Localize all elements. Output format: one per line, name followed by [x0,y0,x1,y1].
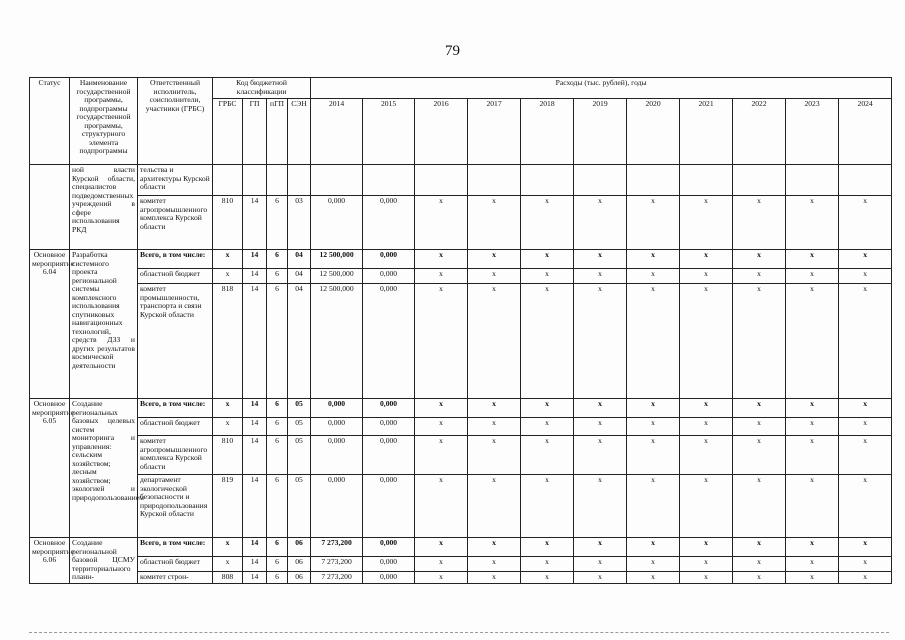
cell-year-2022: х [733,196,786,250]
cell-sen: 05 [288,418,311,436]
row-responsible: комитет промышленности, транспорта и связи Курской области [138,284,213,399]
cell-year-2018: х [521,572,574,584]
row-status: Основное мероприятие 6.05 [30,399,70,538]
cell-year-2019: х [574,399,627,418]
cell-year-2019: х [574,572,627,584]
cell-year-2023: х [786,538,839,557]
cell-year-2015: 0,000 [363,399,415,418]
cell-year-2018: х [521,436,574,475]
header-name: Наименование государственной программы, подпрограммы государственной программы, структурного элемента подпрограммы [70,78,138,165]
cell-year-2018: х [521,418,574,436]
cell-year-2021: х [680,196,733,250]
cell-pgp: 6 [267,436,288,475]
row-responsible: департамент экологической безопасности и природопользования Курской области [138,475,213,538]
cell-pgp: 6 [267,196,288,250]
cell-year-2019: х [574,475,627,538]
cell-year-2015: 0,000 [363,475,415,538]
cell-year-2020: х [627,436,680,475]
cell-year-2023 [786,165,839,196]
cell-pgp: 6 [267,269,288,284]
cell-sen: 05 [288,399,311,418]
cell-sen: 03 [288,196,311,250]
cell-year-2020: х [627,572,680,584]
cell-grbs: х [213,399,243,418]
cell-year-2024: х [839,250,892,269]
cell-year-2017: х [468,436,521,475]
cell-year-2020: х [627,269,680,284]
cell-year-2024: х [839,418,892,436]
cell-year-2014: 7 273,200 [311,557,363,572]
cell-year-2019: х [574,557,627,572]
cell-year-2014: 0,000 [311,475,363,538]
cell-pgp: 6 [267,475,288,538]
row-responsible: комитет агропромышленного комплекса Курской области [138,436,213,475]
cell-year-2018: х [521,399,574,418]
cell-year-2015: 0,000 [363,557,415,572]
cell-year-2016: х [415,269,468,284]
cell-pgp: 6 [267,538,288,557]
cell-year-2023: х [786,250,839,269]
cell-year-2024: х [839,436,892,475]
page-bottom-rule [29,632,889,633]
cell-year-2015: 0,000 [363,538,415,557]
cell-year-2020: х [627,196,680,250]
cell-year-2015: 0,000 [363,284,415,399]
cell-year-2017: х [468,250,521,269]
row-responsible: Всего, в том числе: [138,538,213,557]
cell-gp: 14 [243,250,267,269]
table-row [30,538,892,557]
header-grbs: ГРБС [213,99,243,165]
row-responsible: тельства и архитектуры Курской области [138,165,213,196]
cell-year-2023: х [786,399,839,418]
row-responsible: комитет агропромышленного комплекса Курской области [138,196,213,250]
table-row [30,284,892,399]
cell-year-2020: х [627,250,680,269]
cell-year-2019: х [574,250,627,269]
cell-gp: 14 [243,269,267,284]
header-year-2023: 2023 [786,99,839,165]
cell-year-2022: х [733,572,786,584]
cell-year-2014: 0,000 [311,418,363,436]
row-responsible: областной бюджет [138,557,213,572]
cell-year-2017: х [468,196,521,250]
cell-year-2018: х [521,538,574,557]
cell-year-2021: х [680,572,733,584]
header-responsible: Ответственный исполнитель, соисполнители, участники (ГРБС) [138,78,213,165]
cell-year-2015: 0,000 [363,196,415,250]
table-row [30,399,892,418]
cell-year-2022: х [733,436,786,475]
cell-year-2023: х [786,557,839,572]
header-year-2019: 2019 [574,99,627,165]
header-budget-code: Код бюджетной классификации [213,78,311,99]
cell-year-2014: 0,000 [311,399,363,418]
cell-year-2020 [627,165,680,196]
cell-year-2019: х [574,269,627,284]
cell-gp: 14 [243,418,267,436]
cell-year-2015: 0,000 [363,269,415,284]
cell-year-2017: х [468,538,521,557]
cell-sen: 06 [288,557,311,572]
cell-year-2016: х [415,572,468,584]
cell-year-2018: х [521,557,574,572]
cell-gp: 14 [243,557,267,572]
cell-year-2023: х [786,572,839,584]
table-row [30,418,892,436]
header-gp: ГП [243,99,267,165]
header-pgp: пГП [267,99,288,165]
cell-sen: 06 [288,572,311,584]
cell-gp: 14 [243,284,267,399]
cell-year-2020: х [627,557,680,572]
row-responsible: Всего, в том числе: [138,250,213,269]
cell-year-2024 [839,165,892,196]
cell-year-2018: х [521,284,574,399]
cell-grbs: 818 [213,284,243,399]
cell-year-2020: х [627,538,680,557]
cell-year-2014: 7 273,200 [311,572,363,584]
header-year-2015: 2015 [363,99,415,165]
cell-year-2018: х [521,250,574,269]
cell-year-2021 [680,165,733,196]
cell-year-2021: х [680,418,733,436]
cell-year-2014: 0,000 [311,196,363,250]
row-responsible: областной бюджет [138,418,213,436]
header-year-2021: 2021 [680,99,733,165]
cell-year-2024: х [839,196,892,250]
cell-year-2023: х [786,436,839,475]
cell-year-2015: 0,000 [363,436,415,475]
cell-year-2014: 12 500,000 [311,269,363,284]
cell-year-2017: х [468,557,521,572]
cell-year-2015: 0,000 [363,250,415,269]
cell-grbs: 810 [213,196,243,250]
table-row [30,475,892,538]
cell-grbs: х [213,538,243,557]
cell-sen: 04 [288,269,311,284]
cell-year-2015: 0,000 [363,418,415,436]
cell-year-2022: х [733,557,786,572]
cell-year-2020: х [627,399,680,418]
cell-grbs: 808 [213,572,243,584]
cell-year-2024: х [839,475,892,538]
cell-gp: 14 [243,196,267,250]
cell-year-2023: х [786,475,839,538]
cell-gp: 14 [243,436,267,475]
cell-year-2021: х [680,436,733,475]
cell-year-2019: х [574,284,627,399]
cell-year-2018 [521,165,574,196]
cell-year-2021: х [680,269,733,284]
cell-year-2016: х [415,538,468,557]
cell-year-2016: х [415,418,468,436]
cell-year-2016 [415,165,468,196]
cell-year-2021: х [680,475,733,538]
cell-pgp: 6 [267,418,288,436]
cell-year-2022: х [733,475,786,538]
cell-grbs: х [213,250,243,269]
cell-year-2017: х [468,418,521,436]
cell-year-2016: х [415,284,468,399]
cell-gp: 14 [243,538,267,557]
table-row [30,196,892,250]
header-year-2020: 2020 [627,99,680,165]
cell-grbs: х [213,418,243,436]
header-year-2014: 2014 [311,99,363,165]
cell-year-2017 [468,165,521,196]
header-year-2017: 2017 [468,99,521,165]
row-name: Создание региональной базовой ЦСМУ территориального планн- [70,538,138,584]
cell-gp [243,165,267,196]
cell-grbs: х [213,557,243,572]
cell-sen: 04 [288,284,311,399]
cell-year-2014: 0,000 [311,436,363,475]
header-status: Статус [30,78,70,165]
cell-sen: 05 [288,436,311,475]
cell-year-2022: х [733,269,786,284]
cell-grbs [213,165,243,196]
cell-year-2019 [574,165,627,196]
cell-pgp [267,165,288,196]
cell-year-2022: х [733,284,786,399]
table-row [30,165,892,196]
cell-gp: 14 [243,475,267,538]
cell-year-2021: х [680,250,733,269]
cell-pgp: 6 [267,284,288,399]
row-name: ной власти Курской области, специалистов подведомственных учреждений в сфере использования РКД [70,165,138,250]
cell-year-2024: х [839,572,892,584]
cell-year-2018: х [521,475,574,538]
row-responsible: Всего, в том числе: [138,399,213,418]
cell-year-2016: х [415,475,468,538]
cell-year-2021: х [680,399,733,418]
row-status: Основное мероприятие 6.04 [30,250,70,399]
cell-year-2022: х [733,250,786,269]
cell-year-2018: х [521,269,574,284]
cell-year-2019: х [574,436,627,475]
header-year-2022: 2022 [733,99,786,165]
cell-year-2016: х [415,399,468,418]
cell-year-2016: х [415,196,468,250]
cell-year-2016: х [415,557,468,572]
cell-year-2021: х [680,557,733,572]
cell-year-2017: х [468,475,521,538]
table-row [30,250,892,269]
cell-pgp: 6 [267,399,288,418]
header-year-2018: 2018 [521,99,574,165]
cell-year-2017: х [468,269,521,284]
page-number: 79 [445,43,460,59]
row-name: Создание региональных базовых целевых систем мониторинга и управления: сельским хозяйством; лесным хозяйством; экологией и природопользованием [70,399,138,538]
cell-year-2024: х [839,399,892,418]
cell-year-2023: х [786,269,839,284]
cell-year-2019: х [574,196,627,250]
table-row [30,436,892,475]
cell-year-2019: х [574,418,627,436]
cell-year-2014: 12 500,000 [311,250,363,269]
cell-gp: 14 [243,572,267,584]
cell-year-2024: х [839,284,892,399]
cell-year-2021: х [680,538,733,557]
header-expenses: Расходы (тыс. рублей), годы [311,78,892,99]
cell-pgp: 6 [267,557,288,572]
cell-year-2015 [363,165,415,196]
row-status [30,165,70,250]
cell-grbs: 819 [213,475,243,538]
cell-year-2023: х [786,418,839,436]
cell-year-2024: х [839,557,892,572]
cell-year-2023: х [786,284,839,399]
cell-year-2020: х [627,475,680,538]
cell-year-2022: х [733,399,786,418]
table-row [30,557,892,572]
cell-pgp: 6 [267,250,288,269]
cell-year-2016: х [415,250,468,269]
header-sen: СЭН [288,99,311,165]
cell-year-2017: х [468,399,521,418]
cell-year-2024: х [839,538,892,557]
cell-year-2017: х [468,572,521,584]
row-name: Разработка системного проекта региональной системы комплексного использования спутниковых навигационных технологий, средств ДЗЗ и других результатов космической деятельности [70,250,138,399]
cell-year-2017: х [468,284,521,399]
cell-year-2022: х [733,418,786,436]
table-row [30,269,892,284]
cell-year-2023: х [786,196,839,250]
row-status: Основное мероприятие 6.06 [30,538,70,584]
table-row [30,572,892,584]
cell-sen: 04 [288,250,311,269]
cell-gp: 14 [243,399,267,418]
cell-year-2019: х [574,538,627,557]
cell-year-2022: х [733,538,786,557]
row-responsible: комитет строн- [138,572,213,584]
cell-year-2014: 12 500,000 [311,284,363,399]
budget-table [29,77,892,584]
cell-pgp: 6 [267,572,288,584]
cell-year-2020: х [627,284,680,399]
cell-year-2021: х [680,284,733,399]
cell-year-2022 [733,165,786,196]
cell-year-2015: 0,000 [363,572,415,584]
cell-year-2016: х [415,436,468,475]
cell-sen: 06 [288,538,311,557]
cell-year-2014 [311,165,363,196]
cell-sen [288,165,311,196]
cell-grbs: 810 [213,436,243,475]
row-responsible: областной бюджет [138,269,213,284]
cell-year-2024: х [839,269,892,284]
cell-year-2014: 7 273,200 [311,538,363,557]
cell-year-2020: х [627,418,680,436]
cell-grbs: х [213,269,243,284]
header-year-2016: 2016 [415,99,468,165]
cell-sen: 05 [288,475,311,538]
header-year-2024: 2024 [839,99,892,165]
cell-year-2018: х [521,196,574,250]
